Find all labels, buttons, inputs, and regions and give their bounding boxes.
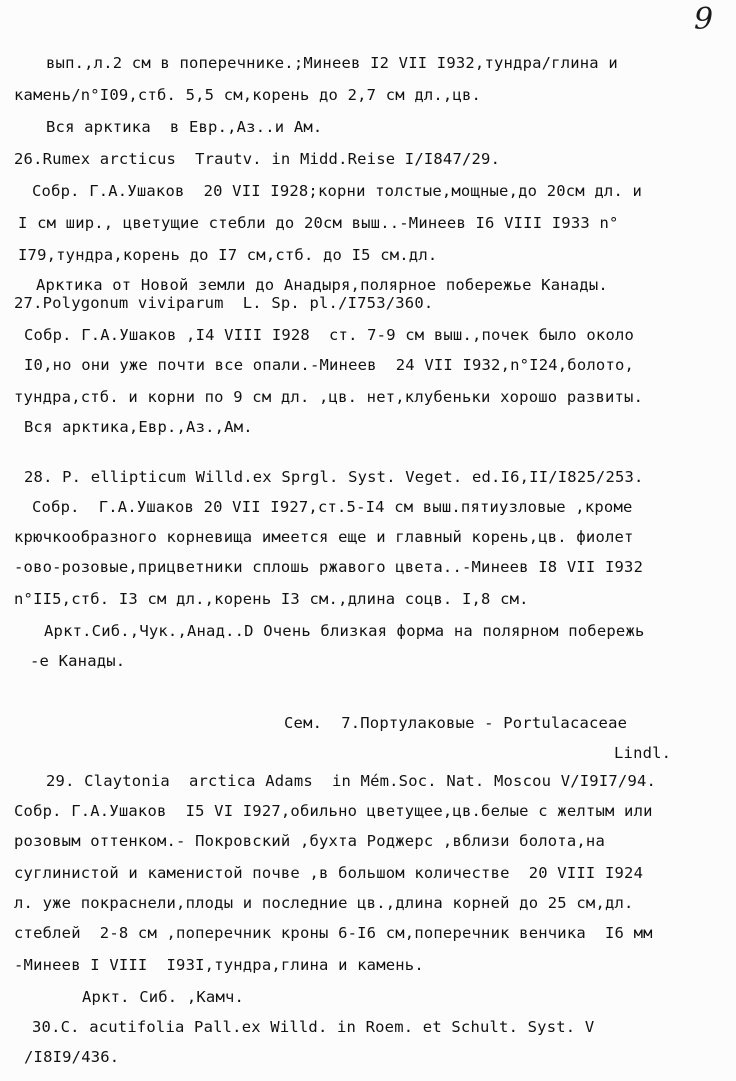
text-line: I см шир., цветущие стебли до 20см выш..-Минеев I6 VIII I933 n° bbox=[18, 214, 619, 232]
text-line: камень/n°I09,стб. 5,5 см,корень до 2,7 см дл.,цв. bbox=[14, 86, 482, 104]
text-line: крючкообразного корневища имеется еще и главный корень,цв. фиолет bbox=[14, 528, 634, 546]
text-line: Аркт. Сиб. ,Камч. bbox=[82, 988, 245, 1006]
text-line: суглинистой и каменистой почве ,в большом количестве 20 VIII I924 bbox=[14, 864, 644, 882]
species-heading: 30.C. acutifolia Pall.ex Willd. in Roem. et Schult. Syst. V bbox=[32, 1018, 595, 1036]
species-heading: 28. P. ellipticum Willd.ex Sprgl. Syst. Veget. ed.I6,II/I825/253. bbox=[24, 468, 644, 486]
text-line: -ово-розовые,прицветники сплошь ржавого цвета..-Минеев I8 VII I932 bbox=[14, 558, 644, 576]
family-heading: Сем. 7.Портулаковые - Portulacaceae bbox=[284, 714, 628, 732]
text-line: I0,но они уже почти все опали.-Минеев 24 VII I932,n°I24,болото, bbox=[24, 356, 635, 374]
text-line: вып.,л.2 см в поперечнике.;Минеев I2 VII I932,тундра/глина и bbox=[46, 54, 618, 72]
species-heading: 27.Polygonum viviparum L. Sp. pl./I753/360. bbox=[14, 294, 434, 312]
species-heading: 26.Rumex arcticus Trautv. in Midd.Reise I/I847/29. bbox=[14, 150, 501, 168]
text-line: стеблей 2-8 см ,поперечник кроны 6-I6 см,поперечник венчика I6 мм bbox=[14, 924, 653, 942]
text-line: Вся арктика в Евр.,Аз..и Ам. bbox=[46, 118, 323, 136]
text-line: Арктика от Новой земли до Анадыря,полярное побережье Канады. bbox=[36, 276, 608, 294]
text-line: n°II5,стб. I3 см дл.,корень I3 см.,длина соцв. I,8 см. bbox=[14, 590, 529, 608]
text-line: тундра,стб. и корни по 9 см дл. ,цв. нет,клубеньки хорошо развиты. bbox=[14, 388, 644, 406]
text-line: Собр. Г.А.Ушаков 20 VII I928;корни толстые,мощные,до 20см дл. и bbox=[32, 182, 643, 200]
text-line: I79,тундра,корень до I7 см,стб. до I5 см.дл. bbox=[18, 246, 438, 264]
text-line: -е Канады. bbox=[30, 652, 126, 670]
text-line: л. уже покраснели,плоды и последние цв.,длина корней до 25 см,дл. bbox=[14, 894, 634, 912]
text-line: /I8I9/436. bbox=[24, 1048, 120, 1066]
species-heading: 29. Claytonia arctica Adams in Mém.Soc. Nat. Moscou V/I9I7/94. bbox=[46, 772, 657, 790]
text-line: Собр. Г.А.Ушаков I5 VI I927,обильно цветущее,цв.белые с желтым или bbox=[14, 802, 653, 820]
text-line: Аркт.Сиб.,Чук.,Анад..D Очень близкая форма на полярном побережь bbox=[44, 622, 645, 640]
text-line: -Минеев I VIII I93I,тундра,глина и камень. bbox=[14, 956, 424, 974]
text-line: Собр. Г.А.Ушаков 20 VII I927,ст.5-I4 см выш.пятиузловые ,кроме bbox=[32, 498, 633, 516]
page-number: 9 bbox=[694, 2, 714, 37]
family-heading-author: Lindl. bbox=[614, 744, 672, 762]
text-line: Вся арктика,Евр.,Аз.,Ам. bbox=[24, 418, 253, 436]
text-line: розовым оттенком.- Покровский ,бухта Роджерс ,вблизи болота,на bbox=[14, 832, 605, 850]
text-line: Собр. Г.А.Ушаков ,I4 VIII I928 ст. 7-9 см выш.,почек было около bbox=[24, 326, 635, 344]
